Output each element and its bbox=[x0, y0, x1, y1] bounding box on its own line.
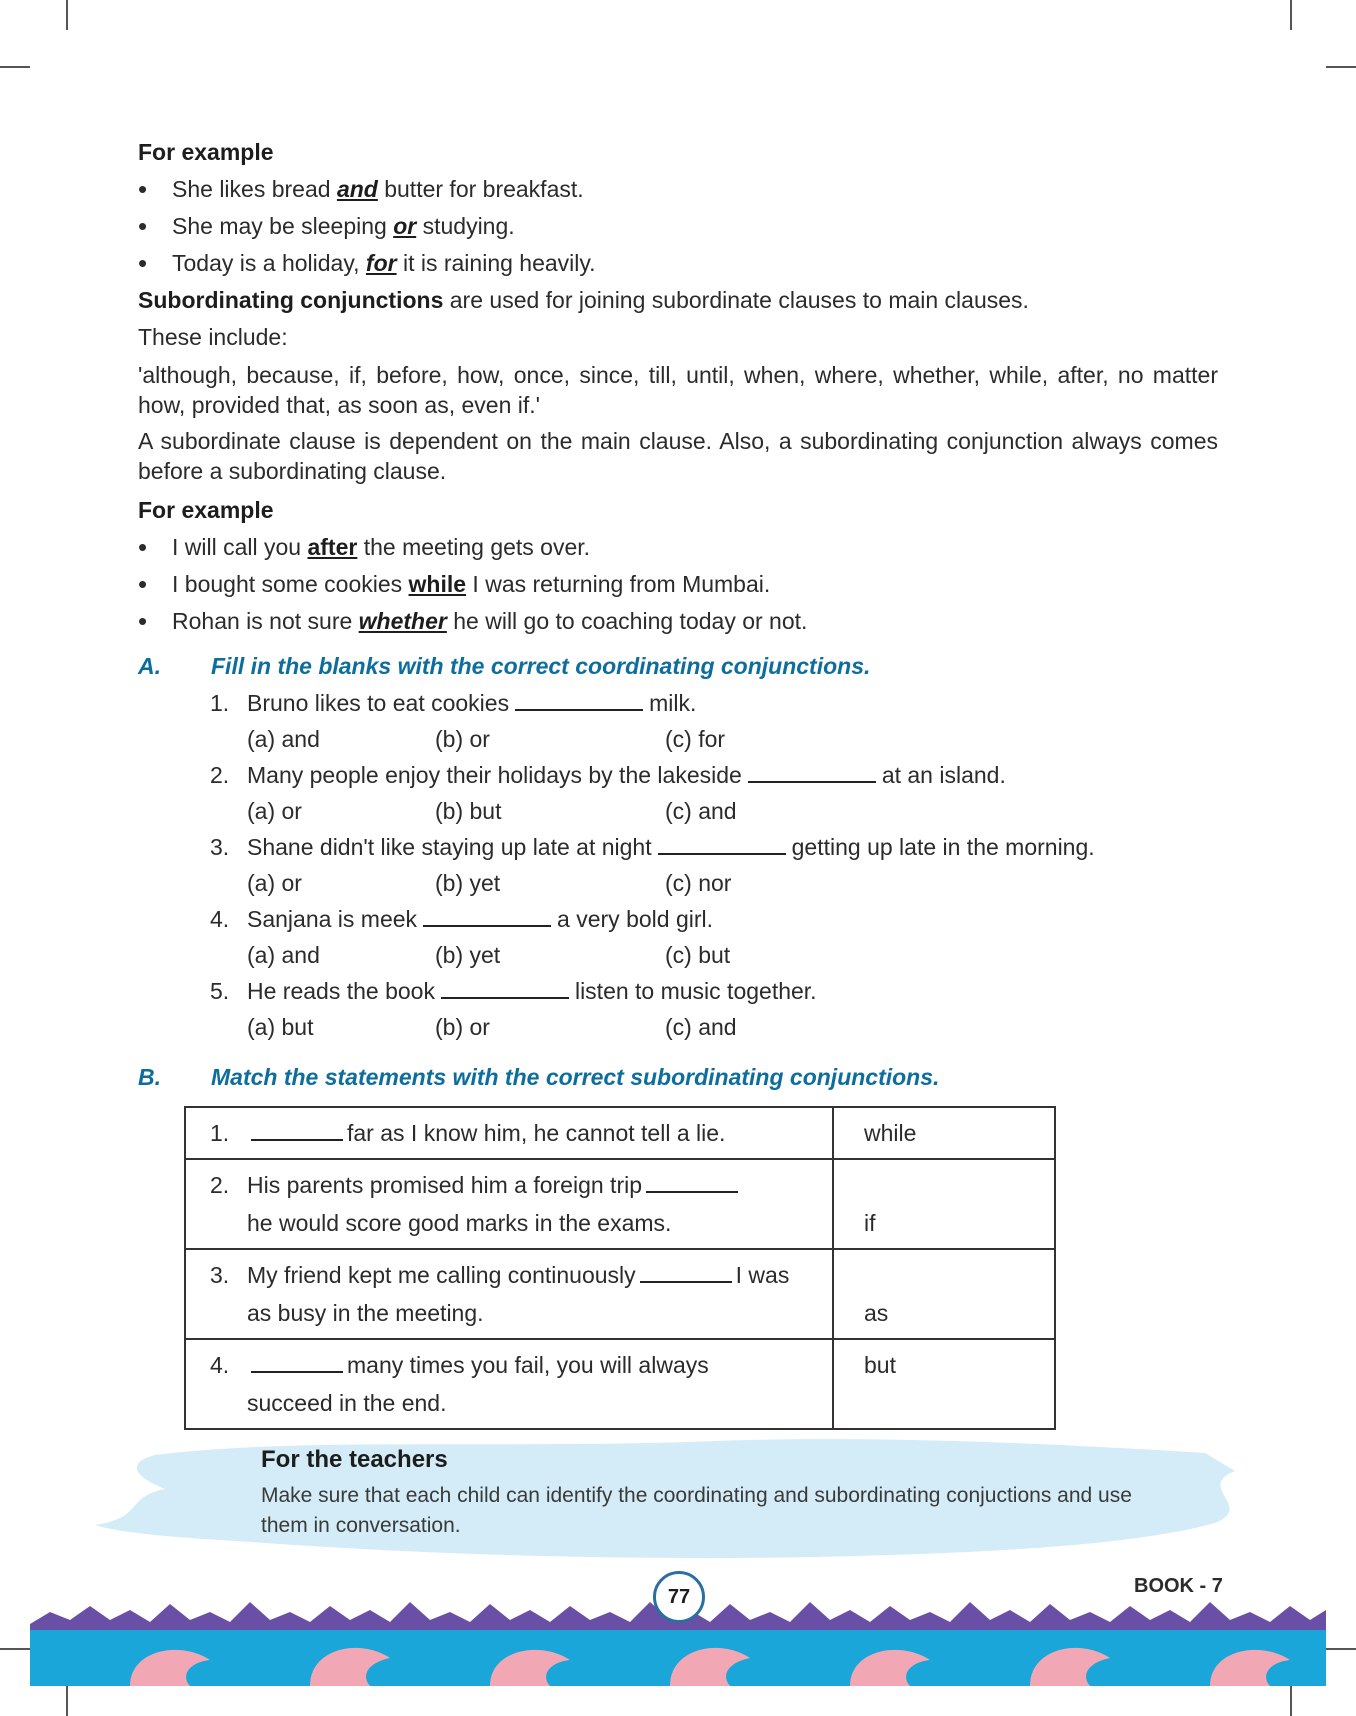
book-label: BOOK - 7 bbox=[1134, 1575, 1223, 1597]
option[interactable]: (b) yet bbox=[435, 870, 501, 896]
answer-blank[interactable] bbox=[251, 1347, 343, 1373]
answer-blank[interactable] bbox=[658, 829, 786, 855]
option[interactable]: (a) and bbox=[247, 726, 320, 752]
section-b-heading: B. Match the statements with the correct subordinating conjunctions. bbox=[138, 1064, 940, 1090]
match-table bbox=[184, 1106, 1056, 1430]
these-include: These include: bbox=[138, 324, 288, 350]
teacher-note-text: Make sure that each child can identify the coordinating and subordinating conjuctions and use them in conversation. bbox=[261, 1484, 1132, 1537]
statement-cell: 1. far as I know him, he cannot tell a lie. bbox=[185, 1107, 833, 1159]
answer-blank[interactable] bbox=[646, 1167, 738, 1193]
question: 2. Many people enjoy their holidays by the lakeside at an island. (a) or (b) but (c) and bbox=[210, 757, 1218, 829]
list-item: • Today is a holiday, for it is raining heavily. bbox=[138, 245, 1218, 282]
section-a-heading: A. Fill in the blanks with the correct coordinating conjunctions. bbox=[138, 653, 871, 679]
crop-mark bbox=[1326, 1648, 1356, 1650]
example-heading: For example bbox=[138, 497, 274, 523]
answer-blank[interactable] bbox=[423, 901, 551, 927]
keyword: or bbox=[393, 213, 417, 239]
keyword: for bbox=[365, 250, 397, 276]
table-row bbox=[185, 1107, 1055, 1159]
table-row bbox=[185, 1339, 1055, 1429]
option[interactable]: (c) nor bbox=[665, 870, 732, 896]
option[interactable]: (a) and bbox=[247, 942, 320, 968]
crop-mark bbox=[1290, 0, 1292, 30]
crop-mark bbox=[66, 0, 68, 30]
conjunction-list: 'although, because, if, before, how, once, since, till, until, when, where, whether, while, after, no matter how, provided that, as soon as, even if.' bbox=[138, 362, 1218, 418]
option[interactable]: (b) or bbox=[435, 726, 490, 752]
option[interactable]: (a) or bbox=[247, 870, 302, 896]
page-content bbox=[138, 134, 1218, 1096]
example-list-coordinating bbox=[138, 171, 1218, 282]
answer-blank[interactable] bbox=[748, 757, 876, 783]
page-number: 77 bbox=[653, 1571, 705, 1623]
crop-mark bbox=[66, 1686, 68, 1716]
answer-blank[interactable] bbox=[251, 1115, 343, 1141]
teacher-note-title: For the teachers bbox=[261, 1446, 448, 1473]
keyword: while bbox=[408, 571, 467, 597]
answer-blank[interactable] bbox=[441, 973, 569, 999]
example-heading: For example bbox=[138, 139, 274, 165]
conjunction-cell: as bbox=[833, 1249, 1055, 1339]
option[interactable]: (c) but bbox=[665, 942, 731, 968]
statement-cell: 2. His parents promised him a foreign trip he would score good marks in the exams. bbox=[185, 1159, 833, 1249]
crop-mark bbox=[1326, 66, 1356, 68]
crop-mark bbox=[0, 1648, 30, 1650]
list-item: • Rohan is not sure whether he will go to coaching today or not. bbox=[138, 603, 1218, 640]
option[interactable]: (c) for bbox=[665, 726, 726, 752]
example-list-subordinating bbox=[138, 529, 1218, 640]
table-row bbox=[185, 1249, 1055, 1339]
option[interactable]: (a) or bbox=[247, 798, 302, 824]
list-item: • I will call you after the meeting gets over. bbox=[138, 529, 1218, 566]
answer-blank[interactable] bbox=[515, 685, 643, 711]
conjunction-cell: if bbox=[833, 1159, 1055, 1249]
keyword: after bbox=[307, 534, 358, 560]
list-item: • I bought some cookies while I was returning from Mumbai. bbox=[138, 566, 1218, 603]
question: 1. Bruno likes to eat cookies milk. (a) and (b) or (c) for bbox=[210, 685, 1218, 757]
crop-mark bbox=[0, 66, 30, 68]
list-item: • She likes bread and butter for breakfast. bbox=[138, 171, 1218, 208]
option[interactable]: (a) but bbox=[247, 1014, 314, 1040]
question: 3. Shane didn't like staying up late at night getting up late in the morning. (a) or (b) yet (c) nor bbox=[210, 829, 1218, 901]
subordinating-definition: Subordinating conjunctions are used for joining subordinate clauses to main clauses. bbox=[138, 287, 1029, 313]
option[interactable]: (b) yet bbox=[435, 942, 501, 968]
conjunction-cell: but bbox=[833, 1339, 1055, 1429]
option[interactable]: (c) and bbox=[665, 798, 737, 824]
keyword: whether bbox=[358, 608, 447, 634]
table-row bbox=[185, 1159, 1055, 1249]
teacher-note bbox=[261, 1445, 1161, 1541]
keyword: and bbox=[336, 176, 378, 202]
question: 4. Sanjana is meek a very bold girl. (a) and (b) yet (c) but bbox=[210, 901, 1218, 973]
option[interactable]: (c) and bbox=[665, 1014, 737, 1040]
conjunction-cell: while bbox=[833, 1107, 1055, 1159]
crop-mark bbox=[1290, 1686, 1292, 1716]
answer-blank[interactable] bbox=[640, 1257, 732, 1283]
statement-cell: 3. My friend kept me calling continuously I was as busy in the meeting. bbox=[185, 1249, 833, 1339]
option[interactable]: (b) but bbox=[435, 798, 502, 824]
question: 5. He reads the book listen to music together. (a) but (b) or (c) and bbox=[210, 973, 1218, 1045]
statement-cell: 4. many times you fail, you will always succeed in the end. bbox=[185, 1339, 833, 1429]
list-item: • She may be sleeping or studying. bbox=[138, 208, 1218, 245]
exercise-a bbox=[210, 685, 1218, 1045]
option[interactable]: (b) or bbox=[435, 1014, 490, 1040]
clause-note: A subordinate clause is dependent on the main clause. Also, a subordinating conjunction always comes before a subordinating clause. bbox=[138, 428, 1218, 484]
